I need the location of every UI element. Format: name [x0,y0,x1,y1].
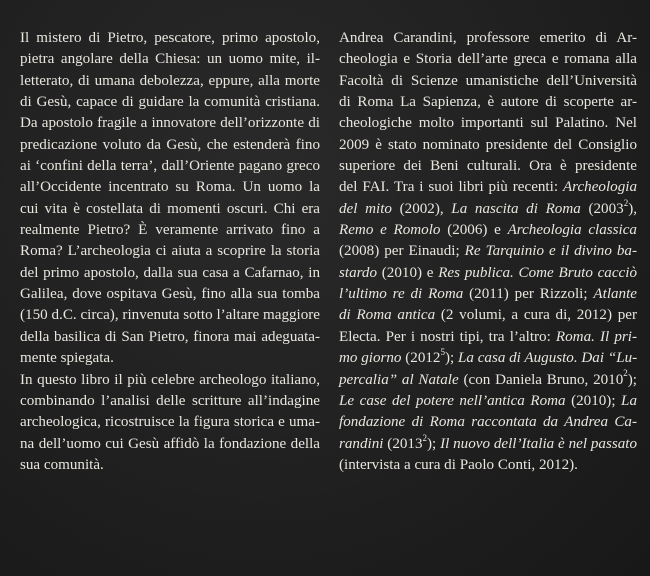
text-run: (2010) e [377,264,439,281]
text-line [339,199,637,220]
book-title: randini [339,435,384,452]
text-line: (intervista a cura di Paolo Conti, 2012). [339,456,578,473]
text-line: mente spiegata. [20,350,114,367]
text-run: (2 volumi, a cura di, 2012) per [435,307,638,324]
edition-superscript: 5 [440,347,445,358]
text-line: cui vita è costellata di momenti oscuri. Chi era [20,200,320,217]
text-line: letterato, di umana debolezza, eppure, alla morte [20,72,320,89]
book-title: Remo e Romolo [339,222,441,239]
text-run: (2006) e [440,222,508,239]
text-run: (2013 [383,435,423,452]
text-line: In questo libro il più celebre archeologo italiano, [20,371,320,388]
text-line: sua comunità. [20,456,104,473]
book-title: Res publica. Come Bruto cacciò [438,264,637,281]
text-line: di Gesù, capace di guidare la comunità cristiana. [20,94,320,111]
book-title: Roma. Il pri- [555,328,637,345]
book-title: percalia” al Natale [339,371,459,388]
text-run: (2011) per Rizzoli; [463,286,594,303]
book-title: mo giorno [339,350,402,367]
text-run: ); [627,371,637,388]
text-line [339,412,637,433]
text-line: Da apostolo fragile a innovatore dell’orizzonte di [20,115,320,132]
text-line [339,370,637,391]
book-title: fondazione di Roma raccontata da Andrea Ca- [339,414,637,431]
text-line: archeologica, ricostruisce la figura storica e uma- [20,414,320,431]
book-title: l’ultimo re di Roma [339,286,464,303]
text-run: (2003 [580,200,624,217]
text-line [339,348,637,369]
book-title: La nascita di Roma [451,200,581,217]
text-line [339,241,637,262]
text-line [339,305,637,326]
text-line: combinando l’analisi delle scritture all’indagine [20,392,320,409]
text-line: superiore dei Beni culturali. Ora è presidente [339,158,637,175]
book-title: Re Tarquinio e il divino ba- [464,243,637,260]
text-line: predicazione voluto da Gesù, che estenderà fino [20,136,320,153]
edition-superscript: 2 [623,368,628,379]
book-title: Il nuovo dell’Italia è nel passato [440,435,637,452]
text-line: cheologiche molto importanti sul Palatino. Nel [339,115,637,132]
book-description [20,28,320,476]
text-line: Il mistero di Pietro, pescatore, primo apostolo, [20,30,320,46]
book-title: La casa di Augusto. Dai “Lu- [457,350,638,367]
text-line: di Roma La Sapienza, è autore di scoperte ar- [339,94,637,111]
text-line: Facoltà di Scienze umanistiche dell’Università [339,72,637,89]
text-line: del primo apostolo, dalla sua casa a Cafarnao, in [20,264,320,281]
text-line: realmente Pietro? È veramente arrivato fino a [20,222,320,239]
book-title: stardo [339,264,378,281]
text-run: (2002), [391,200,452,217]
text-run: (2008) per Einaudi; [339,243,465,260]
book-title: Archeologia classica [507,222,637,239]
text-line: cheologia e Storia dell’arte greca e romana alla [339,51,637,68]
text-line: 2009 è stato nominato presidente del Consiglio [339,136,637,153]
book-title: di Roma antica [339,307,436,324]
text-run: ); [427,435,441,452]
book-title: La [621,392,637,409]
text-run: (2010); [565,392,622,409]
book-title: del mito [339,200,392,217]
text-run: ), [628,200,637,217]
text-line: (150 d.C. circa), rinvenuta sotto l’altare maggiore [20,307,320,324]
text-run: del FAI. Tra i suoi libri più recenti: [339,179,563,196]
text-line [339,263,637,284]
text-run: ); [444,350,458,367]
text-line [339,177,637,198]
text-line: Galilea, dove ospitava Gesù, fino alla sua tomba [20,286,320,303]
edition-superscript: 2 [623,197,629,208]
book-title: Le case del potere nell’antica Roma [339,392,566,409]
text-line: Roma? L’archeologia ci aiuta a scoprire la storia [20,243,320,260]
text-line [339,327,637,348]
author-biography [339,28,637,476]
text-run: Electa. Per i nostri tipi, tra l’altro: [339,328,556,345]
text-line [339,391,637,412]
text-run: (con Daniela Bruno, 2010 [458,371,624,388]
book-title: Archeologia [562,179,637,196]
text-line: ai ‘confini della terra’, dall’Oriente pagano greco [20,158,320,175]
text-line [339,434,637,455]
text-line: pietra angolare della Chiesa: un uomo mite, il- [20,51,320,68]
text-line [339,220,637,241]
text-run: (2012 [401,350,441,367]
text-line: della basilica di San Pietro, finora mai adeguata- [20,328,320,345]
edition-superscript: 2 [422,432,428,443]
text-line: all’Occidente incentrato su Roma. Un uomo la [20,179,320,196]
text-line: Andrea Carandini, professore emerito di Ar- [339,30,637,46]
text-line: na dell’uomo cui Gesù affidò la fondazione della [20,435,320,452]
text-line [339,284,637,305]
book-title: Atlante [593,286,637,303]
